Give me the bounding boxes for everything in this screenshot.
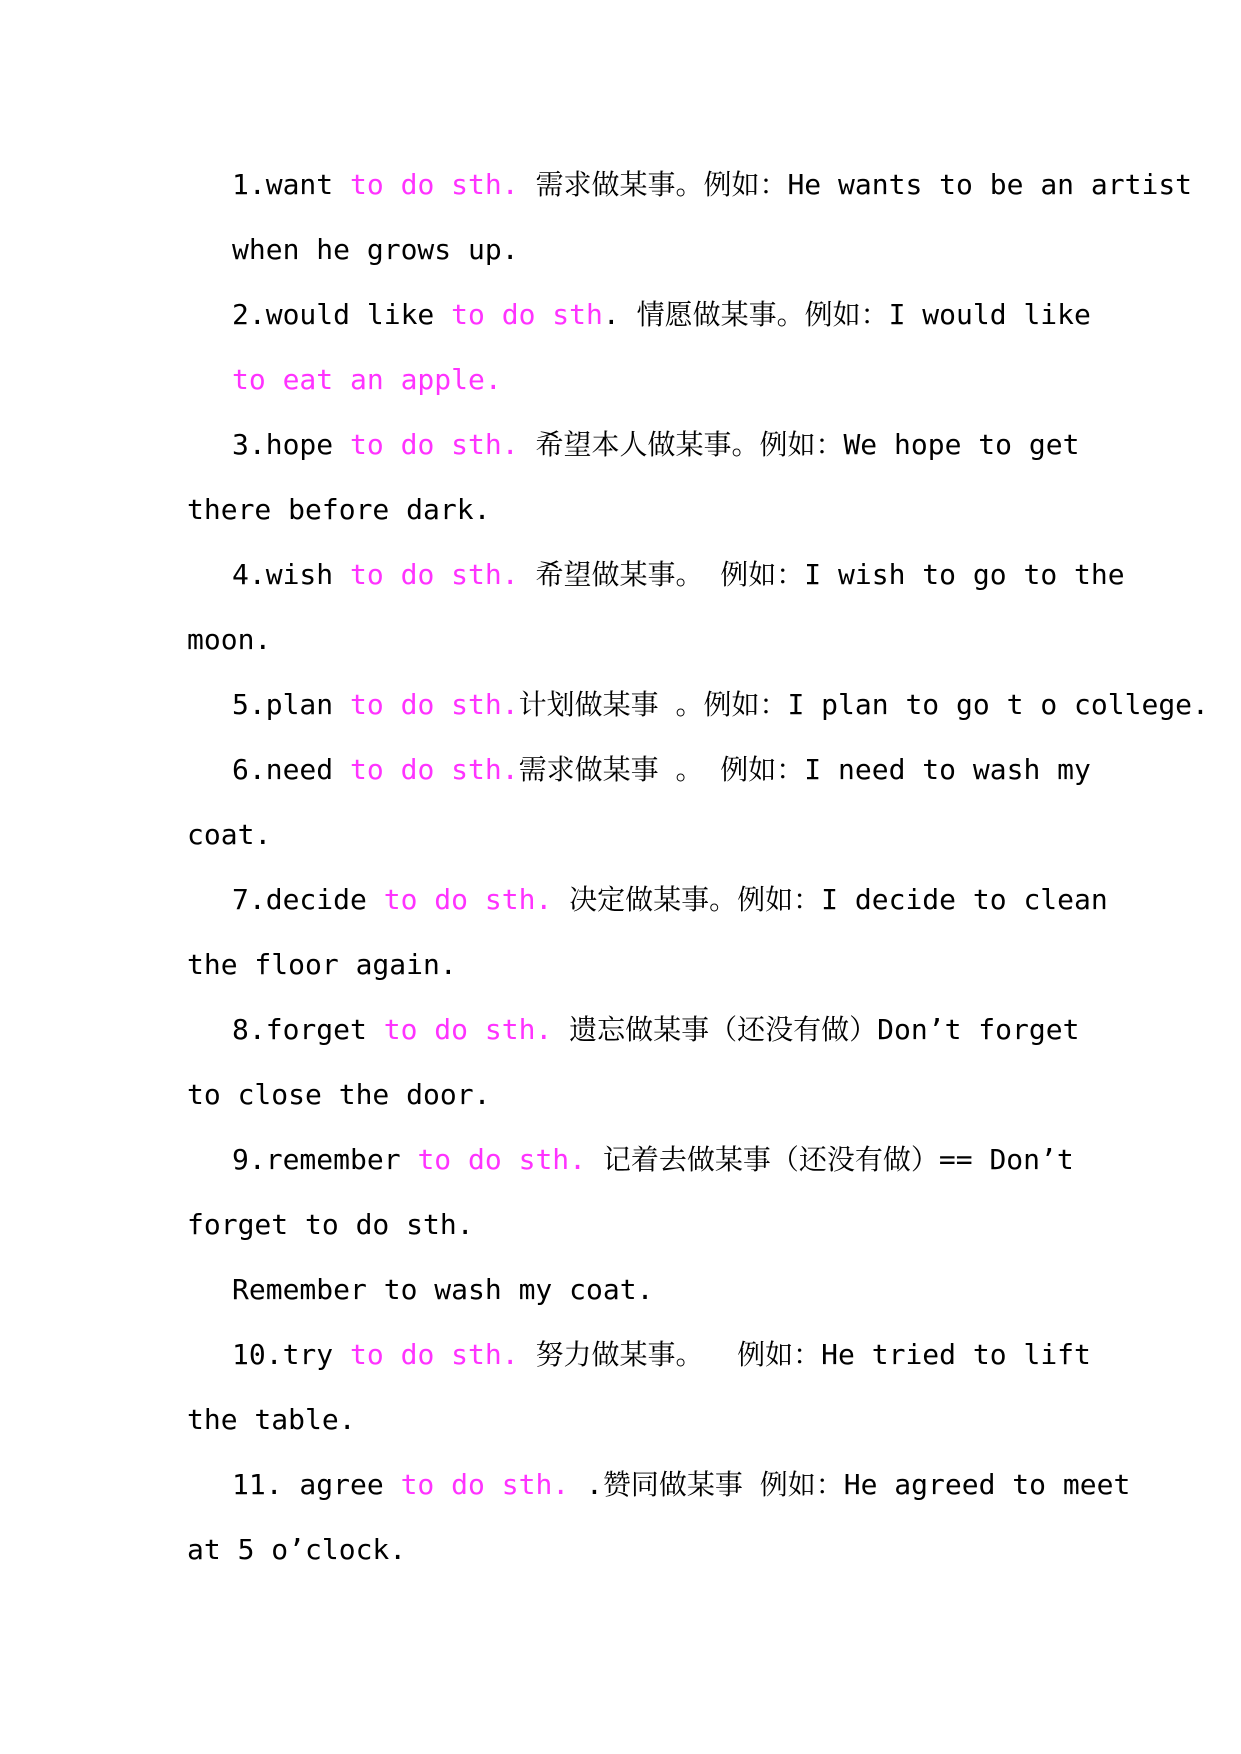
highlighted-phrase: to do sth. [400, 1468, 570, 1501]
text-segment: to close the door. [187, 1078, 491, 1111]
text-segment: 3.hope [232, 428, 351, 461]
text-segment: . 情愿做某事。例如：I would like [602, 298, 1091, 331]
text-line [0, 477, 1241, 542]
highlighted-phrase: to do sth. [350, 168, 519, 201]
text-line [0, 607, 1241, 672]
text-segment: 7.decide [232, 883, 384, 916]
text-line [0, 1452, 1241, 1517]
text-line [0, 1192, 1241, 1257]
text-segment: moon. [187, 623, 272, 656]
text-segment: 5.plan [232, 688, 351, 721]
text-line [0, 1062, 1241, 1127]
text-line [0, 1517, 1241, 1582]
highlighted-phrase: to do sth. [350, 428, 519, 461]
text-segment: forget to do sth. [187, 1208, 474, 1241]
text-segment: 努力做某事。 例如：He tried to lift [518, 1338, 1091, 1371]
highlighted-phrase: to do sth. [383, 883, 553, 916]
text-segment: Remember to wash my coat. [232, 1273, 654, 1306]
text-line [0, 1387, 1241, 1452]
text-segment: 需求做某事 。 例如：I need to wash my [518, 753, 1091, 786]
highlighted-phrase: to do sth. [383, 1013, 553, 1046]
text-segment: there before dark. [187, 493, 491, 526]
text-line [0, 737, 1241, 802]
text-segment: 10.try [232, 1338, 351, 1371]
highlighted-phrase: to do sth. [350, 558, 519, 591]
highlighted-phrase: to do sth. [350, 1338, 519, 1371]
text-segment: at 5 o’clock. [187, 1533, 407, 1566]
text-segment: coat. [187, 818, 272, 851]
text-segment: 11. agree [232, 1468, 401, 1501]
text-segment: 1.want [232, 168, 351, 201]
highlighted-phrase: to eat an apple. [232, 363, 502, 396]
text-segment: the table. [187, 1403, 356, 1436]
document-body [0, 152, 1241, 1582]
text-segment: 决定做某事。例如：I decide to clean [552, 883, 1108, 916]
text-line [0, 867, 1241, 932]
text-segment: 记着去做某事（还没有做）== Don’t [586, 1143, 1074, 1176]
text-line [0, 282, 1241, 347]
text-line [0, 217, 1241, 282]
text-line [0, 802, 1241, 867]
highlighted-phrase: to do sth [451, 298, 603, 331]
text-line [0, 1257, 1241, 1322]
text-segment: 希望本人做某事。例如：We hope to get [518, 428, 1080, 461]
text-line [0, 672, 1241, 737]
text-segment: 希望做某事。 例如：I wish to go to the [518, 558, 1125, 591]
text-segment: 需求做某事。例如：He wants to be an artist [518, 168, 1193, 201]
text-line [0, 932, 1241, 997]
text-segment: 8.forget [232, 1013, 384, 1046]
text-segment: 遗忘做某事（还没有做）Don’t forget [552, 1013, 1080, 1046]
highlighted-phrase: to do sth. [417, 1143, 587, 1176]
text-segment: when he grows up. [232, 233, 519, 266]
text-segment: the floor again. [187, 948, 457, 981]
text-segment: 6.need [232, 753, 351, 786]
text-line [0, 412, 1241, 477]
text-line [0, 997, 1241, 1062]
text-line [0, 1127, 1241, 1192]
text-segment: 9.remember [232, 1143, 418, 1176]
highlighted-phrase: to do sth. [350, 753, 519, 786]
text-line [0, 152, 1241, 217]
text-line [0, 1322, 1241, 1387]
highlighted-phrase: to do sth. [350, 688, 519, 721]
text-line [0, 542, 1241, 607]
text-segment: .赞同做某事 例如：He agreed to meet [569, 1468, 1131, 1501]
text-segment: 计划做某事 。例如：I plan to go t o college. [518, 688, 1209, 721]
text-segment: 2.would like [232, 298, 452, 331]
text-segment: 4.wish [232, 558, 351, 591]
text-line [0, 347, 1241, 412]
